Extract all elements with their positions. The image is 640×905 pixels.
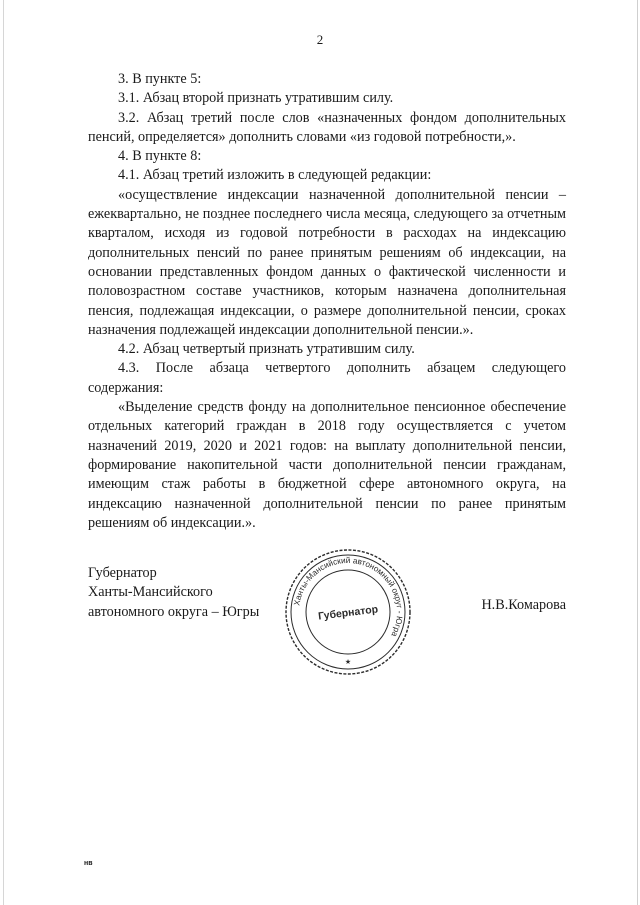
paragraph-3-1: 3.1. Абзац второй признать утратившим силу. [118,90,394,107]
executor-initials: нв [84,860,93,867]
signatory-title-line: Ханты-Мансийского [88,584,213,601]
stamp-ring-text: Ханты-Мансийский автономный округ - Югра [292,555,405,639]
scan-edge-right [637,0,638,905]
signatory-title-line: автономного округа – Югры [88,603,260,620]
scan-edge-left [3,0,4,905]
paragraph-4-2: 4.2. Абзац четвертый признать утратившим силу. [118,341,415,358]
paragraph-4-1: 4.1. Абзац третий изложить в следующей редакции: [118,167,432,184]
paragraph-4-1-quote: «осуществление индексации назначенной дополнительной пенсии – ежеквартально, не позднее последнего числа месяца, следующего за отчетным кварталом, исходя из годовой потребности в расходах на индексацию дополнительных пенсий по ранее принятым решениям об индексации, на основании представленных фондом данных о фактической численности и половозрастном составе участников, которым назначена дополнительная пенсия, подлежащая индексации, о размере дополнительной пенсии, сроках назначения подлежащей индексации дополнительной пенсии.». [88,186,566,338]
page-number: 2 [316,32,324,47]
stamp-star-icon: ★ [344,658,352,666]
paragraph-4: 4. В пункте 8: [118,148,202,165]
official-seal-stamp [284,548,412,676]
paragraph-3: 3. В пункте 5: [118,71,202,87]
signatory-title [88,564,259,622]
paragraph-4-3-quote: «Выделение средств фонду на дополнительное пенсионное обеспечение отдельных категорий граждан в 2018 году осуществляется с учетом назначений 2019, 2020 и 2021 годов: на выплату дополнительной пенсии, формирование накопительной части дополнительной пенсии гражданам, имеющим стаж работы в бюджетной сфере автономного округа, на индексацию назначенной дополнительной пенсии по ранее принятым решениям об индексации.». [88,399,566,531]
paragraph-4-3: 4.3. После абзаца четвертого дополнить абзацем следующего содержания: [88,360,566,396]
signatory-name: Н.В.Комарова [481,597,566,613]
document-body [88,70,566,533]
stamp-center-text: Губернатор [317,603,379,623]
paragraph-3-2: 3.2. Абзац третий после слов «назначенных фондом дополнительных пенсий, определяется» дополнить словами «из годовой потребности,». [88,109,566,145]
signatory-title-line: Губернатор [88,565,157,581]
